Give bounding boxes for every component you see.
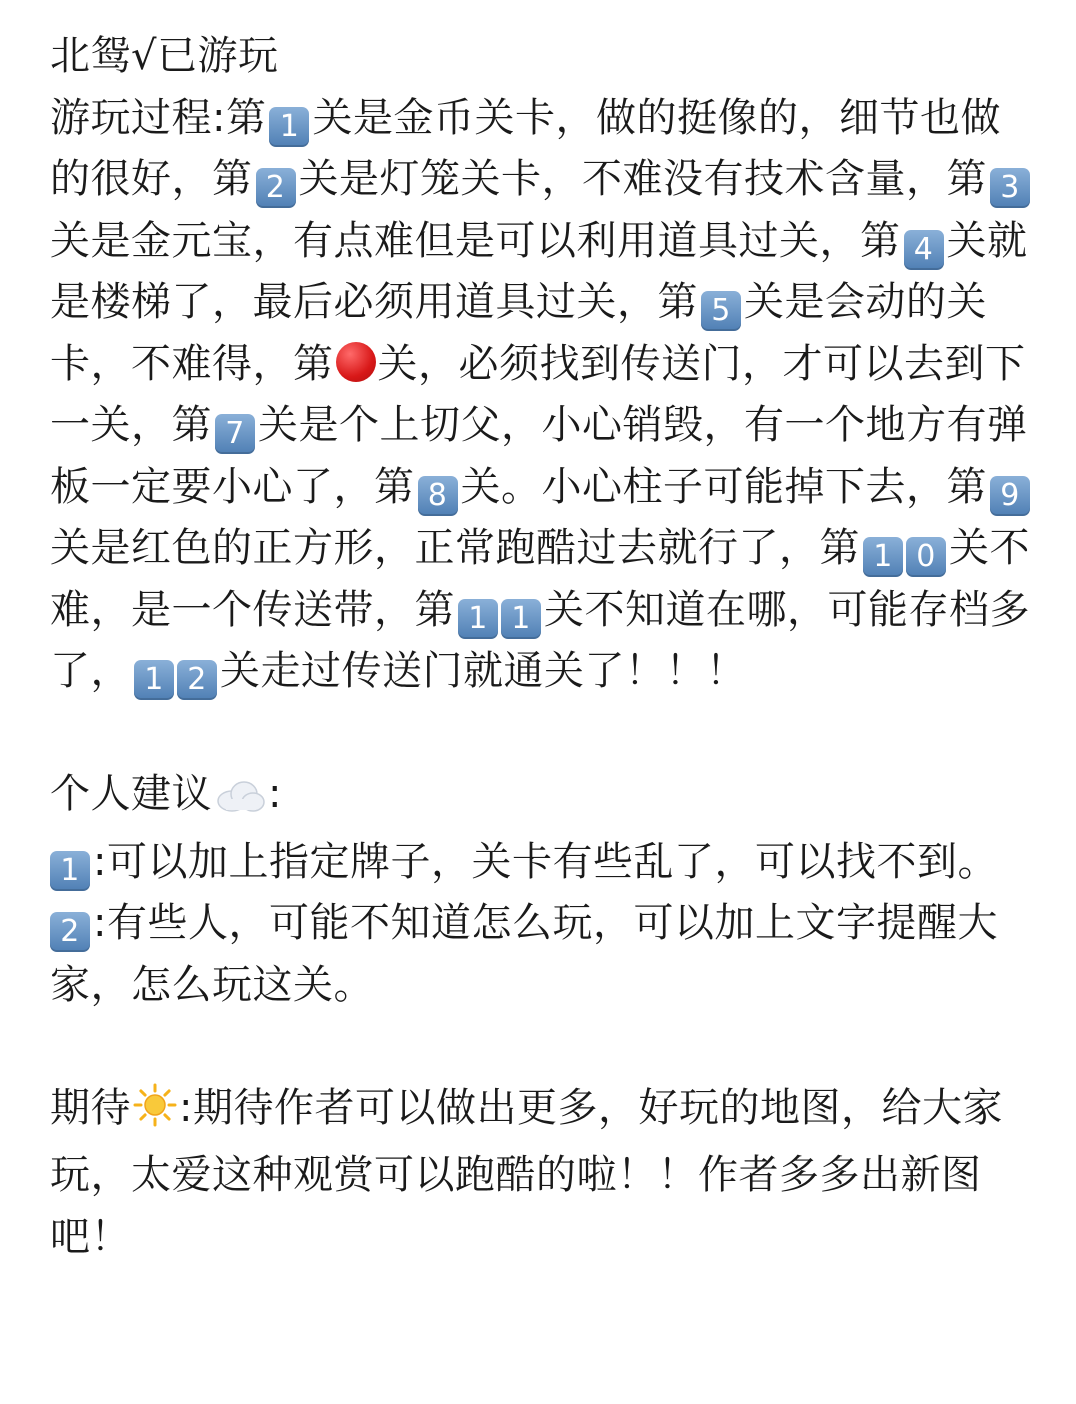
keycap-3-icon: 3 bbox=[990, 168, 1030, 208]
process-text: 关就是楼梯了，最后必须用道具过关，第 bbox=[50, 217, 1028, 325]
keycap-1-icon: 1 bbox=[863, 537, 903, 577]
expectation-label: 期待 bbox=[50, 1084, 131, 1131]
spacer bbox=[50, 703, 1040, 765]
process-text: 关不难，是一个传送带，第 bbox=[50, 525, 1030, 633]
suggestions-heading-colon: : bbox=[268, 771, 282, 817]
keycap-1-icon: 1 bbox=[269, 107, 309, 147]
suggestion-text: :有些人，可能不知道怎么玩，可以加上文字提醒大家，怎么玩这关。 bbox=[50, 900, 998, 1008]
keycap-9-icon: 9 bbox=[990, 476, 1030, 516]
process-text: 关是个上切父，小心销毁，有一个地方有弹板一定要小心了，第 bbox=[50, 402, 1028, 510]
keycap-1-icon: 1 bbox=[134, 660, 174, 700]
play-process-paragraph bbox=[50, 88, 1040, 703]
sun-icon bbox=[133, 1083, 177, 1146]
keycap-1-icon: 1 bbox=[50, 851, 90, 891]
keycap-7-icon: 7 bbox=[215, 414, 255, 454]
suggestions-heading-label: 个人建议 bbox=[50, 771, 212, 817]
process-text: 关是灯笼关卡，不难没有技术含量，第 bbox=[298, 156, 987, 202]
suggestion-item-1 bbox=[50, 832, 1040, 894]
red-circle-icon bbox=[336, 342, 376, 382]
keycap-4-icon: 4 bbox=[904, 230, 944, 270]
keycap-1-icon: 1 bbox=[458, 599, 498, 639]
keycap-2-icon: 2 bbox=[177, 660, 217, 700]
process-text: 关是会动的关卡，不难得，第 bbox=[50, 279, 987, 387]
process-text: 关。小心柱子可能掉下去，第 bbox=[460, 463, 987, 510]
cloud-icon bbox=[214, 770, 266, 832]
keycap-1-icon: 1 bbox=[501, 599, 541, 639]
process-text: 关，必须找到传送门，才可以去到下一关，第 bbox=[50, 340, 1026, 448]
keycap-8-icon: 8 bbox=[418, 476, 458, 516]
keycap-0-icon: 0 bbox=[906, 537, 946, 577]
process-text: 关是金元宝，有点难但是可以利用道具过关，第 bbox=[50, 217, 901, 264]
process-text: 关不知道在哪，可能存档多了， bbox=[50, 586, 1030, 694]
note-title: 北鸳√已游玩 bbox=[50, 33, 279, 79]
process-text: 游玩过程:第 bbox=[50, 94, 267, 141]
keycap-5-icon: 5 bbox=[701, 291, 741, 331]
spacer bbox=[50, 1016, 1040, 1078]
keycap-2-icon: 2 bbox=[256, 168, 296, 208]
process-text: 关走过传送门就通关了！！！ bbox=[220, 648, 747, 694]
process-text: 关是金币关卡，做的挺像的，细节也做的很好，第 bbox=[50, 94, 1001, 202]
suggestions-heading bbox=[50, 764, 1040, 832]
suggestion-text: :可以加上指定牌子，关卡有些乱了，可以找不到。 bbox=[93, 838, 998, 885]
suggestion-item-2 bbox=[50, 893, 1040, 1016]
note-body bbox=[50, 26, 1040, 1268]
expectation-paragraph bbox=[50, 1078, 1040, 1269]
process-text: 关是红色的正方形，正常跑酷过去就行了，第 bbox=[50, 525, 860, 571]
expectation-text: :期待作者可以做出更多，好玩的地图，给大家玩，太爱这种观赏可以跑酷的啦！！作者多多出新图吧！ bbox=[50, 1084, 1003, 1260]
keycap-2-icon: 2 bbox=[50, 912, 90, 952]
